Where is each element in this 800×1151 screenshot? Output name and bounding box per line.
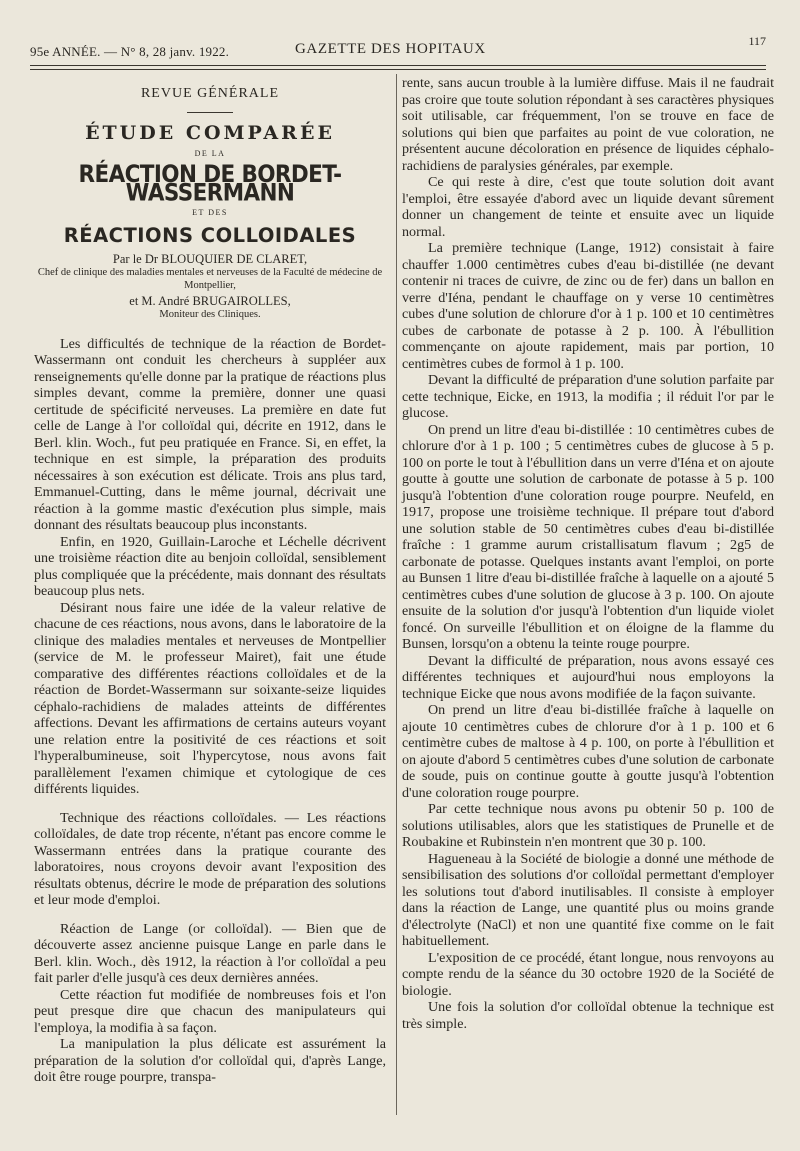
- title-separator: [187, 112, 233, 113]
- author-2-role: Moniteur des Cliniques.: [159, 309, 261, 320]
- paragraph: rente, sans aucun trouble à la lumière diffuse. Mais il ne faudrait pas croire que toute solution répondant à ses caractères physiques soit utilisable, car fréquemment, l'on se trouve en face de solutions qui bien que parfaites au point de vue coloration, ne présentent aucune décoloration en présence de liquides céphalo-rachidiens de paralysies générales, par exemple.: [402, 75, 774, 174]
- header-rule-top: [30, 65, 766, 66]
- article-title-line-2: RÉACTION DE BORDET-WASSERMANN: [78, 160, 342, 207]
- article-title-line-3: RÉACTIONS COLLOIDALES: [63, 223, 357, 247]
- header-rule-bottom: [30, 69, 766, 70]
- page-number: 117: [748, 34, 766, 48]
- author-1-role: Chef de clinique des maladies mentales et nerveuses de la Faculté de médecine de Montpellier,: [37, 267, 383, 291]
- paragraph: Cette réaction fut modifiée de nombreuses fois et l'on peut presque dire que chacun des manipulateurs qui l'employa, la modifia à sa façon.: [34, 986, 386, 1036]
- right-column: [402, 75, 774, 1032]
- paragraph: La première technique (Lange, 1912) consistait à faire chauffer 1.000 centimètres cubes d'eau bi-distillée (ne devant contenir ni traces de cuivre, de zinc ou de fer) dans un ballon en verre d'Iéna, pendant le chauffage on y verse 10 centimètres cubes d'une solution de chlorure d'or à 1 p. 100 et 10 centimètres cubes de carbonate de potasse à 2 p. 100. À l'ébullition commençante on ajoute rapidement, mais par portion, 10 centimètres cubes de formol à 1 p. 100.: [402, 240, 774, 372]
- issue-info: 95e ANNÉE. — N° 8, 28 janv. 1922.: [30, 44, 230, 59]
- section-heading-paragraph: Technique des réactions colloïdales. — Les réactions colloïdales, de date trop récente, n'étant pas encore comme le Wassermann entrées dans la pratique courante des laboratoires, nous croyons devoir avant l'exposition des résultats obtenus, décrire le mode de préparation des solutions et leur mode d'emploi.: [34, 809, 386, 908]
- paragraph: Enfin, en 1920, Guillain-Laroche et Léchelle décrivent une troisième réaction dite au benjoin colloïdal, sensiblement plus compliquée que la précédente, mais donnant des résultats beaucoup plus nets.: [34, 533, 386, 599]
- paragraph: L'exposition de ce procédé, étant longue, nous renvoyons au compte rendu de la séance du 30 octobre 1920 de la Société de biologie.: [402, 949, 774, 999]
- paragraph: La manipulation la plus délicate est assurément la préparation de la solution d'or colloïdal qui, d'après Lange, doit être rouge pourpre, transpa-: [34, 1036, 386, 1085]
- title-connector-de-la: DE LA: [194, 148, 226, 158]
- paragraph: Devant la difficulté de préparation d'une solution parfaite par cette technique, Eicke, en 1913, la modifia ; il réduit l'or par le glucose.: [402, 372, 774, 421]
- paragraph: Désirant nous faire une idée de la valeur relative de chacune de ces réactions, nous avons, dans le laboratoire de la clinique des maladies mentales et nerveuses de Montpellier (service de M. le professeur Mairet), fait une étude comparative des différentes réactions colloïdales et de la réaction de Bordet-Wassermann sur soixante-seize liquides céphalo-rachidiens de malades atteints de différentes affections. Devant les affirmations de certains auteurs voyant une relation entre la positivité de ces réactions et soit l'hyperalbumineuse, soit l'hypercytose, nous avons fait parallèlement l'examen chimique et cytologique de ces différents liquides.: [34, 599, 386, 797]
- paragraph: On prend un litre d'eau bi-distillée fraîche à laquelle on ajoute 10 centimètres cubes de chlorure d'or à 1 p. 100 et 6 centimètre cubes de maltose à 4 p. 100, on porte à l'ébullition et on ajoute d'abord 5 centimètres cubes d'une solution de carbonate de soude, puis on continue goutte à goutte jusqu'à l'obtention d'une coloration rouge pourpre.: [402, 702, 774, 801]
- paragraph: Les difficultés de technique de la réaction de Bordet-Wassermann ont conduit les chercheurs à suppléer aux renseignements qu'elle donne par la pratique de réactions plus simples devant, comme la première, donner une quasi certitude de spécificité nerveuses. La première en date fut celle de Lange à l'or colloïdal qui, décrite en 1912, dans le Berl. klin. Woch., fut peu pratiquée en France. Si, en effet, la technique en est simple, la préparation des produits nécessaires à son exécution est délicate. Trois ans plus tard, Emmanuel-Cutting, dans le même journal, décrivait une réaction à la gomme mastic d'exécution plus simple, mais donnant des résultats beaucoup plus inconstants.: [34, 335, 386, 533]
- paragraph: Hagueneau à la Société de biologie a donné une méthode de sensibilisation des solutions d'or colloïdal permettant d'employer les solutions tout d'abord inutilisables. Il consiste à employer dans la réaction de Lange, une quantité plus ou moins grande d'électrolyte (NaCl) et non une quantité fixe comme on le fait habituellement.: [402, 850, 774, 949]
- paragraph: Ce qui reste à dire, c'est que toute solution doit avant l'emploi, être essayée d'abord avec un liquide devant sûrement donner un changement de teinte et ensuite avec un liquide normal.: [402, 174, 774, 240]
- left-column: [34, 86, 386, 1086]
- paragraph: Par cette technique nous avons pu obtenir 50 p. 100 de solutions utilisables, alors que les statistiques de Prunelle et de Roubakine et Rubinstein n'en montrent que 30 p. 100.: [402, 801, 774, 850]
- journal-title: GAZETTE DES HOPITAUX: [295, 41, 486, 57]
- author-1: Par le Dr BLOUQUIER DE CLARET,: [112, 252, 308, 266]
- paragraph: Une fois la solution d'or colloïdal obtenue la technique est très simple.: [402, 999, 774, 1032]
- page-header: [30, 34, 766, 62]
- subsection-paragraph: Réaction de Lange (or colloïdal). — Bien que de découverte assez ancienne puisque Lange en parle dans le Berl. klin. Woch., dès 1912, la réaction à l'or colloïdal a peu fait parler d'elle jusqu'à ces deux dernières années.: [34, 920, 386, 986]
- title-connector-et-des: ET DES: [192, 208, 228, 217]
- author-2: et M. André BRUGAIROLLES,: [129, 294, 291, 308]
- rubric-heading: REVUE GÉNÉRALE: [140, 86, 280, 101]
- paragraph: Devant la difficulté de préparation, nous avons essayé ces différentes techniques et aujourd'hui nous employons la technique Eicke que nous avons modifiée de la façon suivante.: [402, 652, 774, 702]
- column-divider: [396, 74, 397, 1115]
- paragraph: On prend un litre d'eau bi-distillée : 10 centimètres cubes de chlorure d'or à 1 p. 100 ; 5 centimètres cubes de glucose à 5 p. 100 on porte le tout à l'ébullition dans un verre d'Iéna et on ajoute goutte à goutte une solution de carbonate de potasse à 5 p. 100 jusqu'à l'obtention d'une coloration rouge pourpre. Neufeld, en 1917, propose une troisième technique. Il prépare tout d'abord une solution stable de 50 centimètres cubes d'eau bi-distillée fraîche : 1 gramme aurum cristallisatum flavum ; 2g5 de carbonate de potasse. Quelques instants avant l'emploi, on porte au Bunsen 1 litre d'eau bi-distillée fraîche à laquelle on a ajouté 5 centimètres cubes d'une solution de glucose à 3 p. 100. On ajoute ensuite de la solution d'or jusqu'à l'obtention d'un liquide violet foncé. On surveille l'ébullition et on éloigne de la flamme du Bunsen, lorsqu'on a obtenu la teinte rouge pourpre.: [402, 421, 774, 652]
- article-title-line-1: ÉTUDE COMPARÉE: [85, 122, 335, 144]
